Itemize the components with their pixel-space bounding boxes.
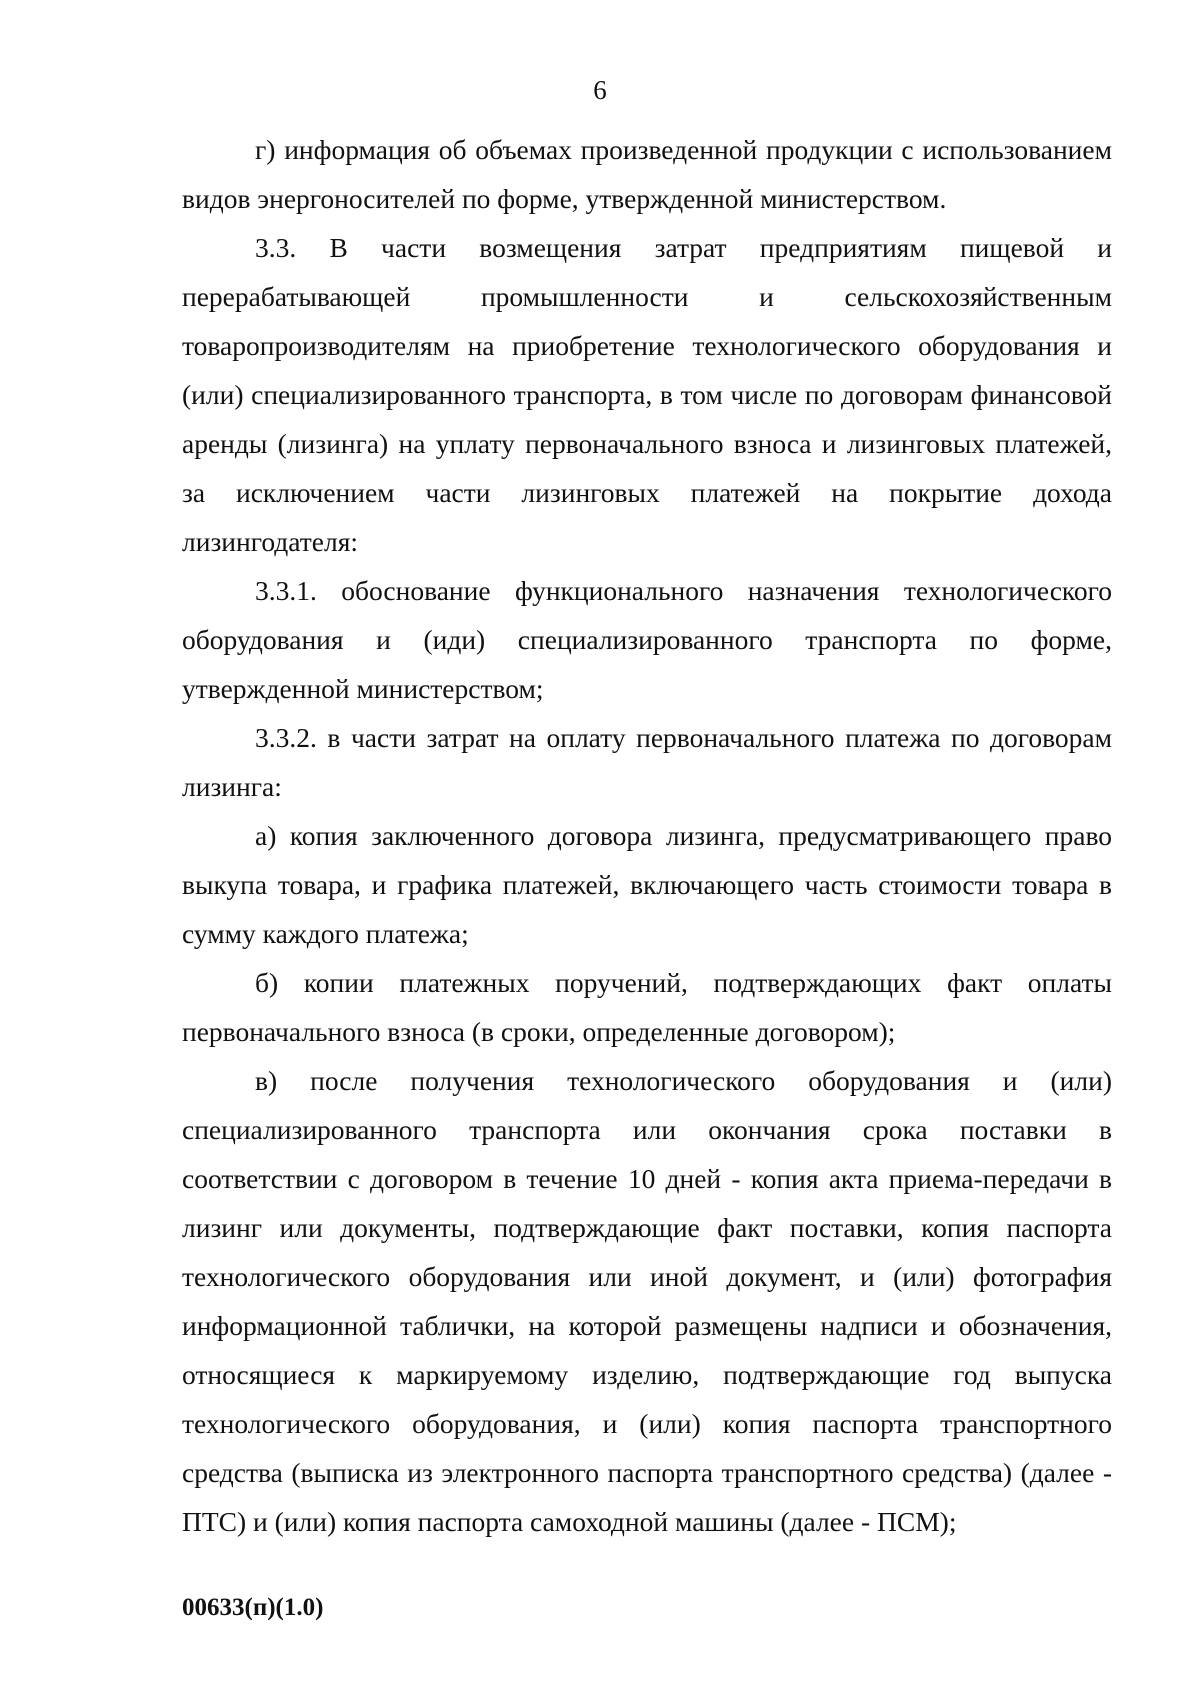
paragraph-b-payment-orders: б) копии платежных поручений, подтверждающих факт оплаты первоначального взноса (в сроки, определенные договором); xyxy=(182,967,1112,1047)
document-body xyxy=(182,125,1112,1546)
paragraph-a-lease-copy: а) копия заключенного договора лизинга, предусматривающего право выкупа товара, и графика платежей, включающего часть стоимости товара в сумму каждого платежа; xyxy=(182,820,1112,949)
paragraph-3-3-2: 3.3.2. в части затрат на оплату первоначального платежа по договорам лизинга: xyxy=(182,722,1112,802)
document-code: 00633(п)(1.0) xyxy=(182,1594,324,1621)
paragraph-v-after-receipt: в) после получения технологического оборудования и (или) специализированного транспорта или окончания срока поставки в соответствии с договором в течение 10 дней - копия акта приема-передачи в лизинг или документы, подтверждающие факт поставки, копия паспорта технологического оборудования или иной документ, и (или) фотография информационной таблички, на которой размещены надписи и обозначения, относящиеся к маркируемому изделию, подтверждающие год выпуска технологического оборудования, и (или) копия паспорта транспортного средства (выписка из электронного паспорта транспортного средства) (далее - ПТС) и (или) копия паспорта самоходной машины (далее - ПСМ); xyxy=(182,1065,1112,1537)
paragraph-3-3-1: 3.3.1. обоснование функционального назначения технологического оборудования и (иди) специализированного транспорта по форме, утвержденной министерством; xyxy=(182,575,1112,704)
paragraph-3-3: 3.3. В части возмещения затрат предприятиям пищевой и перерабатывающей промышленности и сельскохозяйственным товаропроизводителям на приобретение технологического оборудования и (или) специализированного транспорта, в том числе по договорам финансовой аренды (лизинга) на уплату первоначального взноса и лизинговых платежей, за исключением части лизинговых платежей на покрытие дохода лизингодателя: xyxy=(182,232,1112,557)
page-number: 6 xyxy=(593,75,607,105)
paragraph-g-information: г) информация об объемах произведенной продукции с использованием видов энергоносителей по форме, утвержденной министерством. xyxy=(182,134,1112,214)
